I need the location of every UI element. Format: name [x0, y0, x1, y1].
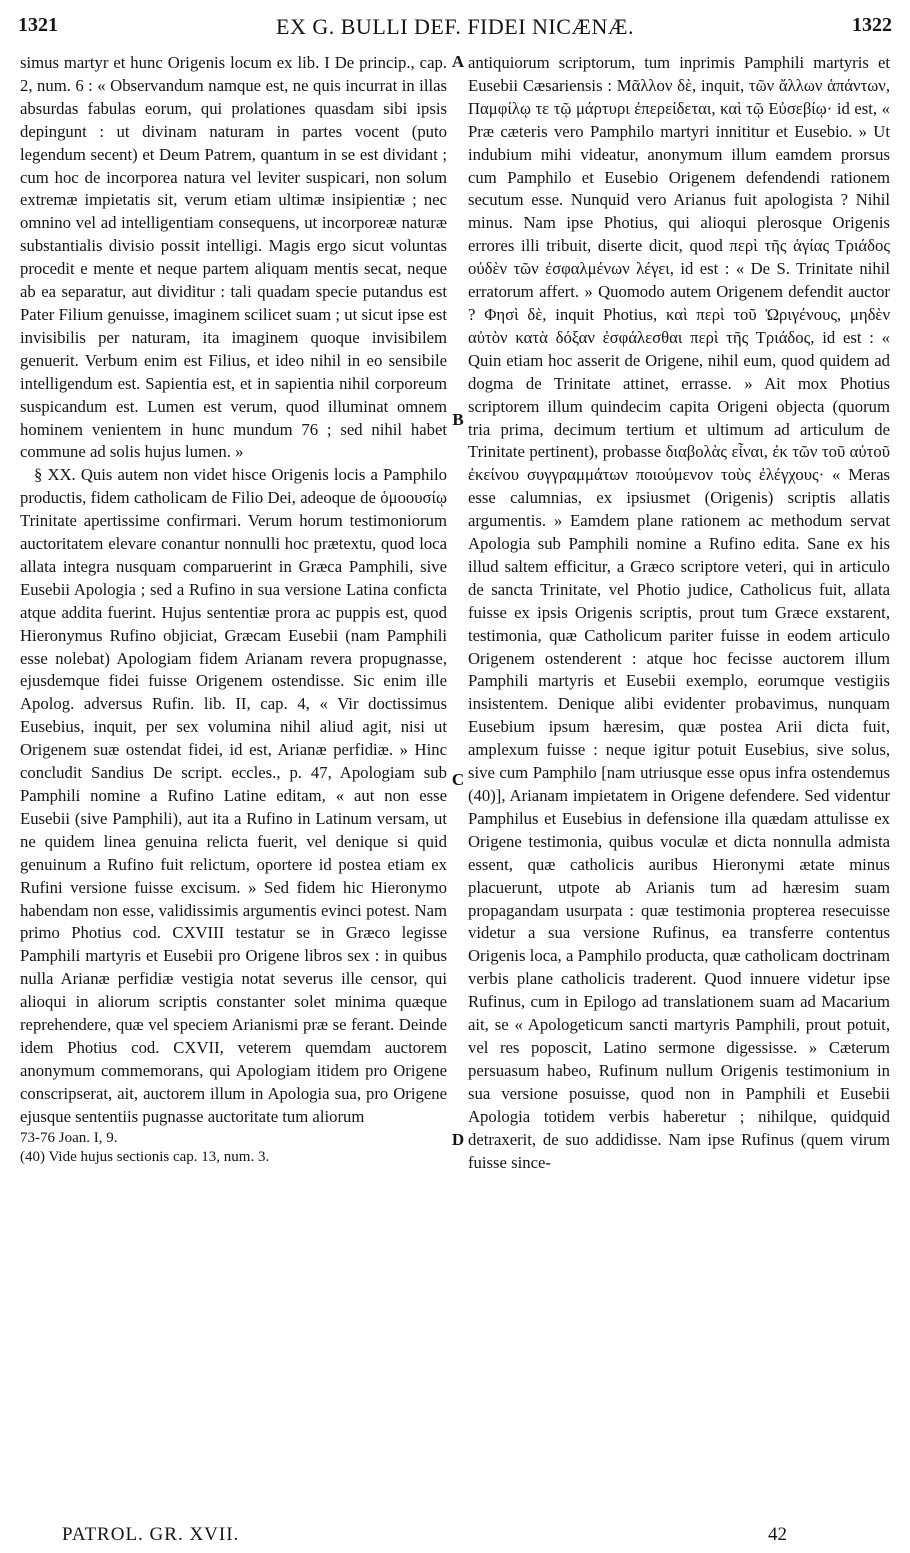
- page-number-right: 1322: [852, 14, 892, 36]
- footer-sheet-number: 42: [768, 1524, 787, 1545]
- margin-marker-a: A: [451, 52, 465, 71]
- margin-marker-d: D: [451, 1130, 465, 1149]
- right-column: [468, 52, 890, 1174]
- left-column: [20, 52, 447, 1167]
- margin-marker-b: B: [452, 410, 464, 429]
- footer-signature: PATROL. GR. XVII.: [62, 1524, 240, 1545]
- left-paragraph-section-xx: § XX. Quis autem non videt hisce Origenis locis a Pamphilo productis, fidem catholicam de Filio Dei, adeoque de ὁμοουσίῳ Trinitate apertissime confirmari. Verum horum testimoniorum auctoritatem elevare conantur nonnulli hoc prætextu, quod loca allata integra nusquam comparuerint in Græca Pamphili, sive Eusebii Apologia ; sed a Rufino in sua versione Latina conficta atque addita fuerint. Hujus sententiæ prora ac puppis est, quod Hieronymus Rufino objiciat, Græcam Eusebii (nam Pamphili esse nolebat) Apologiam fidem Arianam revera propugnasse, ejusdemque fidei fuisse Origenem ostendisse. Sic enim ille Apolog. adversus Rufin. lib. II, cap. 4, « Vir doctissimus Eusebius, inquit, per sex volumina nihil aliud agit, nisi ut Origenem suæ ostendat fidei, id est, Arianæ perfidiæ. » Hinc concludit Sandius De script. eccles., p. 47, Apologiam sub Pamphili nomine a Rufino Latine editam, « aut non esse Eusebii (sive Pamphili), aut ita a Rufino in Latinum versam, ut ne quidem linea genuina relicta fuerit, vel denique si quid genuinum a Rufino fuit relictum, oportere id postea etiam ex Rufini versione fuisse excisum. » Sed fidem hic Hieronymo habendam non esse, validissimis argumentis evinci potest. Nam primo Photius cod. CXVIII testatur se in Græco legisse Pamphili martyris et Eusebii pro Origene libros sex : in quibus nulla Arianæ perfidiæ vestigia notat severus ille censor, qui alioqui in aliorum scriptis constanter solet minima quæque reprehendere, quæ vel speciem Arianismi præ se ferant. Deinde idem Photius cod. CXVII, veterem quemdam auctorem anonymum commemorans, qui Apologiam itidem pro Origene conscripserat, ait, auctorem illum in Apologia sua, pro Origene ejusque sententiis pugnasse auctoritate tum aliorum: [20, 465, 447, 1126]
- margin-marker-c: C: [451, 770, 465, 789]
- left-paragraph-1: simus martyr et hunc Origenis locum ex lib. I De princip., cap. 2, num. 6 : « Observandum namque est, ne quis incurrat in illas absurdas fabulas eorum, qui prolationes quasdam sibi ipsis depingunt : ut divinam naturam in partes vocent (puto legendum secent) et Deum Patrem, quantum in se est dividant ; cum hoc de incorporea natura vel leviter suspicari, non solum extremæ impietatis sit, verum etiam ultimæ insipientiæ ; nec omnino vel ad intelligentiam consequens, ut incorporeæ naturæ substantialis divisio possit intelligi. Magis ergo sicut voluntas procedit e mente et neque partem aliquam mentis secat, neque ab ea separatur, aut dividitur : tali quadam specie putandus est Pater Filium genuisse, imaginem scilicet suam ; ut sicut ipse est invisibilis per naturam, ita imaginem quoque invisibilem genuerit. Verbum enim est Filius, et ideo nihil in eo sensibile intelligendum est. Sapientia est, et in sapientia nihil corporeum suspicandum est. Lumen est verum, quod illuminat omnem hominem venientem in hunc mundum 76 ; sed nihil habet commune ad solis hujus lumen. »: [20, 53, 447, 462]
- footnote-40: (40) Vide hujus sectionis cap. 13, num. 3.: [20, 1148, 270, 1165]
- page-number-left: 1321: [18, 14, 58, 36]
- right-paragraph-1: antiquiorum scriptorum, tum inprimis Pamphili martyris et Eusebii Cæsariensis : Μᾶλλον δὲ, inquit, τῶν ἄλλων ἁπάντων, Παμφίλῳ τε τῷ μάρτυρι ἐπερείδεται, καὶ τῷ Εὐσεβίῳ· id est, « Præ cæteris vero Pamphilo martyri innititur et Eusebio. » Ut indubium mihi videatur, anonymum illum eamdem prorsus cum Pamphilo et Eusebio Origenem defendendi rationem secutum esse. Nunquid vero Arianus fuit apologista ? Nihil minus. Nam ipse Photius, qui alioqui plerosque Origenis errores illi tribuit, diserte dicit, quod περὶ τῆς ἁγίας Τριάδος οὐδὲν τῶν ἐσφαλμένων λέγει, id est : « De S. Trinitate nihil erratorum affert. » Quomodo autem Origenem defendit auctor ? Φησὶ δὲ, inquit Photius, καὶ περὶ τοῦ Ὠριγένους, μηδὲν αὐτὸν κατὰ δόξαν ἐσφάλεσθαι περὶ τῆς Τριάδος, id est : « Quin etiam hoc asserit de Origene, nihil eum, quod quidem ad dogma de Trinitate attinet, errasse. » Ait mox Photius scriptorem illum quindecim capita Origeni objecta (quorum tria prima, decimum tertium et ultimum ad articulum de Trinitate pertinent), probasse διαβολὰς εἶναι, ἐκ τῶν τοῦ αὐτοῦ ἐκείνου συγγραμμάτων ποιούμενον τοὺς ἐλέγχους· « Meras esse calumnias, ex ipsiusmet (Origenis) scriptis allatis argumentis. » Eamdem plane rationem ac methodum servat Apologia sub Pamphili nomine a Rufino edita. Sane ex his illud saltem efficitur, a Græco scriptore veteri, qui in articulo de sancta Trinitate, vel Photio judice, Catholicus fuit, allata fuisse ex ipsis Origenis scriptis, prout tum Græce exstarent, testimonia, quæ Catholicum pariter fuisse in eodem articulo Origenem ostenderent : atque hoc fecisse auctorem illum Pamphili martyris et Eusebii exemplo, eorumque vestigiis insistentem. Denique alibi evidenter probavimus, nunquam Eusebium ipsum hæresim, quæ postea Arii dicta fuit, amplexum fuisse : neque igitur potuit Eusebius, sive solus, sive cum Pamphilo [nam utriusque esse opus infra ostendemus (40)], Arianam impietatem in Origene defendere. Sed videntur Pamphilus et Eusebius in defensione illa quædam attulisse ex Origene testimonia, quibus voculæ et dicta nonnulla admista essent, quæ catholicis auribus Hieronymi ætate minus placuerunt, utpote ab Arianis tum ad hæresim suam propagandam usurpata : quæ testimonia propterea resecuisse videtur a sua versione Rufinus, ea transferre contentus Origenis loca, a Pamphilo producta, quæ catholicam doctrinam verbis plane catholicis traderent. Quod innuere videtur ipse Rufinus, cum in Epilogo ad translationem suam ad Macarium ait, se « Apologeticum sancti martyris Pamphili, prout potuit, vel res poposcit, Latino sermone digessisse. » Cæterum persuasum habeo, Rufinum nullum Origenis testimonium in sua versione posuisse, quod non in Pamphili et Eusebii Apologia totidem verbis haberetur ; nihilque, quidquid detraxerit, de suo addidisse. Nam ipse Rufinus (quem virum fuisse since-: [468, 53, 890, 1172]
- running-header: [18, 14, 892, 44]
- footnote-biblical: 73-76 Joan. I, 9.: [20, 1129, 118, 1146]
- running-title: EX G. BULLI DEF. FIDEI NICÆNÆ.: [276, 14, 634, 39]
